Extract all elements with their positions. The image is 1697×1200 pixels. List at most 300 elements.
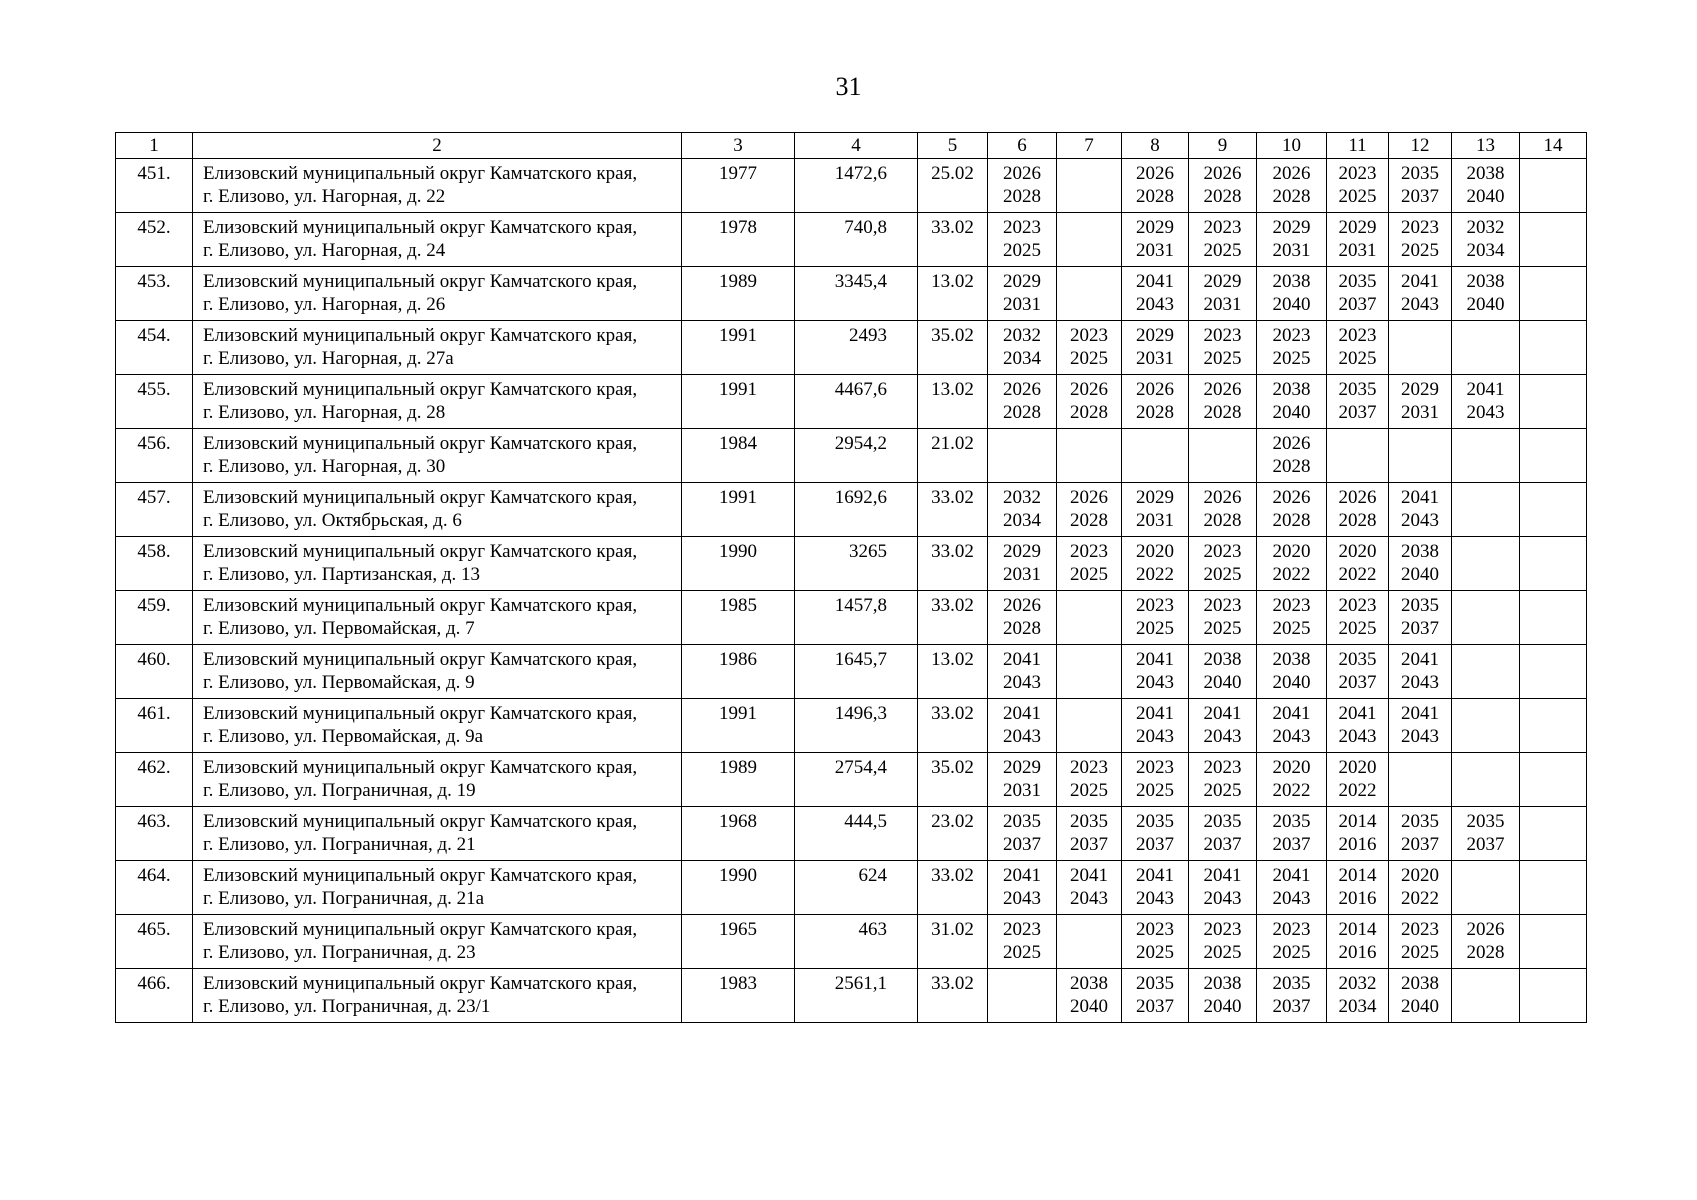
period-start: 2041: [1136, 865, 1174, 886]
period-cell-10: [1257, 375, 1327, 429]
period-end: 2022: [1272, 564, 1311, 585]
period-start: 2032: [1003, 325, 1041, 346]
address-line-2: г. Елизово, ул. Нагорная, д. 22: [203, 186, 446, 207]
period-cell-10: [1257, 213, 1327, 267]
period-end: 2031: [1136, 240, 1174, 261]
period-cell-12: [1389, 213, 1452, 267]
address-line-2: г. Елизово, ул. Нагорная, д. 28: [203, 402, 446, 423]
period-start: 2020: [1401, 865, 1439, 886]
period-cell-7: [1057, 537, 1122, 591]
period-start: 2026: [1272, 163, 1311, 184]
period-start: 2041: [1401, 649, 1439, 670]
row-number: 465.: [116, 915, 193, 969]
table-body: [116, 159, 1587, 1023]
period-start: 2023: [1401, 919, 1439, 940]
period-start: 2023: [1136, 757, 1174, 778]
period-cell-10: [1257, 753, 1327, 807]
period-end: 2022: [1401, 888, 1439, 909]
period-end: 2037: [1003, 834, 1041, 855]
period-end: 2034: [1338, 996, 1377, 1017]
period-cell-10: [1257, 267, 1327, 321]
period-start: 2014: [1338, 919, 1377, 940]
period-start: 2029: [1003, 757, 1041, 778]
address-line-2: г. Елизово, ул. Партизанская, д. 13: [203, 564, 480, 585]
period-end: 2028: [1272, 186, 1311, 207]
period-end: 2028: [1203, 186, 1242, 207]
period-cell-13: [1452, 375, 1520, 429]
period-cell-9: [1189, 483, 1257, 537]
period-start: 2023: [1272, 919, 1311, 940]
row-number: 458.: [116, 537, 193, 591]
period-cell-6: [988, 645, 1057, 699]
period-end: 2025: [1401, 942, 1439, 963]
period-start: 2023: [1136, 595, 1174, 616]
period-cell-11: [1327, 591, 1389, 645]
period-cell-12: [1389, 267, 1452, 321]
period-cell-10: [1257, 699, 1327, 753]
period-start: 2038: [1466, 271, 1505, 292]
period-start: 2035: [1338, 271, 1377, 292]
period-cell-13: [1452, 915, 1520, 969]
period-end: 2028: [1003, 402, 1041, 423]
address-line-2: г. Елизово, ул. Пограничная, д. 21: [203, 834, 476, 855]
table-row: [116, 591, 1587, 645]
table-row: [116, 375, 1587, 429]
period-cell-9: [1189, 861, 1257, 915]
period-cell-9: [1189, 699, 1257, 753]
period-cell-13: [1452, 861, 1520, 915]
period-start: 2023: [1272, 595, 1311, 616]
period-cell-10: [1257, 321, 1327, 375]
address-cell: [193, 537, 682, 591]
build-year: 1991: [682, 699, 795, 753]
period-start: 2023: [1338, 595, 1377, 616]
period-end: 2043: [1136, 672, 1174, 693]
period-cell-14: [1520, 213, 1587, 267]
period-start: 2023: [1401, 217, 1439, 238]
period-start: 2038: [1272, 379, 1311, 400]
period-end: 2022: [1338, 780, 1377, 801]
address-cell: [193, 375, 682, 429]
period-cell-11: [1327, 807, 1389, 861]
period-cell-6: [988, 159, 1057, 213]
period-cell-8: [1122, 753, 1189, 807]
period-end: 2043: [1003, 726, 1041, 747]
period-start: 2032: [1003, 487, 1041, 508]
period-end: 2043: [1136, 726, 1174, 747]
table-row: [116, 159, 1587, 213]
type-code: 33.02: [918, 213, 988, 267]
period-start: 2020: [1272, 757, 1311, 778]
table-row: [116, 321, 1587, 375]
period-start: 2026: [1272, 433, 1311, 454]
period-cell-6: [988, 591, 1057, 645]
address-cell: [193, 645, 682, 699]
period-start: 2038: [1203, 649, 1242, 670]
address-cell: [193, 915, 682, 969]
period-cell-9: [1189, 159, 1257, 213]
address-cell: [193, 267, 682, 321]
address-line-2: г. Елизово, ул. Нагорная, д. 24: [203, 240, 446, 261]
table-row: [116, 429, 1587, 483]
period-end: 2037: [1070, 834, 1108, 855]
row-number: 456.: [116, 429, 193, 483]
period-end: 2016: [1338, 834, 1377, 855]
period-start: 2029: [1401, 379, 1439, 400]
period-end: 2025: [1203, 942, 1242, 963]
period-start: 2026: [1203, 163, 1242, 184]
address-cell: [193, 213, 682, 267]
period-end: 2028: [1070, 402, 1108, 423]
period-end: 2034: [1466, 240, 1505, 261]
period-cell-8: [1122, 159, 1189, 213]
period-end: 2031: [1003, 780, 1041, 801]
address-line-1: Елизовский муниципальный округ Камчатского края,: [203, 433, 638, 454]
address-cell: [193, 483, 682, 537]
period-end: 2025: [1070, 780, 1108, 801]
type-code: 13.02: [918, 645, 988, 699]
type-code: 33.02: [918, 699, 988, 753]
period-cell-9: [1189, 969, 1257, 1023]
type-code: 21.02: [918, 429, 988, 483]
period-cell-13: [1452, 483, 1520, 537]
build-year: 1977: [682, 159, 795, 213]
column-header-4: 4: [795, 133, 918, 159]
area-value: 2954,2: [795, 429, 918, 483]
period-cell-8: [1122, 591, 1189, 645]
period-cell-11: [1327, 699, 1389, 753]
period-cell-11: [1327, 375, 1389, 429]
period-start: 2023: [1203, 325, 1242, 346]
period-start: 2035: [1136, 973, 1174, 994]
period-cell-13: [1452, 213, 1520, 267]
build-year: 1989: [682, 753, 795, 807]
period-end: 2040: [1401, 564, 1439, 585]
period-start: 2029: [1203, 271, 1242, 292]
period-cell-14: [1520, 591, 1587, 645]
period-start: 2023: [1003, 217, 1041, 238]
type-code: 23.02: [918, 807, 988, 861]
period-end: 2028: [1070, 510, 1108, 531]
column-header-9: 9: [1189, 133, 1257, 159]
period-cell-8: [1122, 375, 1189, 429]
period-start: 2038: [1203, 973, 1242, 994]
period-cell-8: [1122, 861, 1189, 915]
period-start: 2023: [1203, 217, 1242, 238]
period-cell-7: [1057, 645, 1122, 699]
period-start: 2041: [1136, 271, 1174, 292]
period-end: 2022: [1136, 564, 1174, 585]
period-end: 2031: [1136, 348, 1174, 369]
period-cell-13: [1452, 591, 1520, 645]
period-cell-9: [1189, 591, 1257, 645]
period-cell-8: [1122, 915, 1189, 969]
period-cell-9: [1189, 645, 1257, 699]
period-end: 2043: [1401, 672, 1439, 693]
period-end: 2031: [1136, 510, 1174, 531]
period-start: 2026: [1070, 379, 1108, 400]
period-cell-8: [1122, 645, 1189, 699]
period-cell-9: [1189, 429, 1257, 483]
build-year: 1991: [682, 375, 795, 429]
period-start: 2035: [1272, 973, 1311, 994]
period-end: 2028: [1466, 942, 1505, 963]
area-value: 1645,7: [795, 645, 918, 699]
period-start: 2035: [1338, 649, 1377, 670]
column-header-2: 2: [193, 133, 682, 159]
type-code: 13.02: [918, 267, 988, 321]
row-number: 461.: [116, 699, 193, 753]
period-start: 2041: [1401, 703, 1439, 724]
period-cell-13: [1452, 429, 1520, 483]
period-cell-10: [1257, 429, 1327, 483]
period-cell-11: [1327, 861, 1389, 915]
row-number: 463.: [116, 807, 193, 861]
area-value: 1457,8: [795, 591, 918, 645]
period-cell-11: [1327, 753, 1389, 807]
period-cell-12: [1389, 483, 1452, 537]
period-cell-7: [1057, 969, 1122, 1023]
period-cell-10: [1257, 645, 1327, 699]
period-cell-7: [1057, 807, 1122, 861]
area-value: 2754,4: [795, 753, 918, 807]
table-row: [116, 537, 1587, 591]
period-cell-6: [988, 915, 1057, 969]
row-number: 455.: [116, 375, 193, 429]
period-end: 2025: [1136, 780, 1174, 801]
area-value: 624: [795, 861, 918, 915]
period-end: 2031: [1338, 240, 1377, 261]
area-value: 3265: [795, 537, 918, 591]
period-cell-11: [1327, 645, 1389, 699]
period-end: 2037: [1272, 996, 1311, 1017]
period-end: 2031: [1272, 240, 1311, 261]
period-end: 2025: [1272, 942, 1311, 963]
build-year: 1991: [682, 321, 795, 375]
period-start: 2038: [1272, 271, 1311, 292]
address-cell: [193, 591, 682, 645]
row-number: 451.: [116, 159, 193, 213]
address-cell: [193, 861, 682, 915]
period-cell-6: [988, 807, 1057, 861]
period-start: 2038: [1466, 163, 1505, 184]
period-end: 2043: [1272, 726, 1311, 747]
type-code: 33.02: [918, 537, 988, 591]
column-header-11: 11: [1327, 133, 1389, 159]
period-end: 2025: [1203, 348, 1242, 369]
period-end: 2025: [1136, 942, 1174, 963]
period-start: 2020: [1338, 541, 1377, 562]
period-cell-9: [1189, 267, 1257, 321]
period-end: 2022: [1338, 564, 1377, 585]
period-end: 2037: [1466, 834, 1505, 855]
period-start: 2041: [1003, 865, 1041, 886]
period-end: 2043: [1203, 888, 1242, 909]
period-end: 2034: [1003, 510, 1041, 531]
area-value: 2561,1: [795, 969, 918, 1023]
period-start: 2038: [1401, 973, 1439, 994]
address-line-2: г. Елизово, ул. Нагорная, д. 30: [203, 456, 446, 477]
period-start: 2020: [1136, 541, 1174, 562]
period-cell-14: [1520, 807, 1587, 861]
period-end: 2040: [1272, 294, 1311, 315]
period-start: 2029: [1136, 487, 1174, 508]
column-header-8: 8: [1122, 133, 1189, 159]
period-cell-8: [1122, 429, 1189, 483]
period-cell-12: [1389, 159, 1452, 213]
period-cell-10: [1257, 159, 1327, 213]
row-number: 453.: [116, 267, 193, 321]
period-start: 2020: [1338, 757, 1377, 778]
address-cell: [193, 807, 682, 861]
period-start: 2041: [1003, 649, 1041, 670]
period-cell-11: [1327, 483, 1389, 537]
period-end: 2028: [1003, 186, 1041, 207]
period-cell-12: [1389, 645, 1452, 699]
period-end: 2028: [1003, 618, 1041, 639]
period-end: 2043: [1136, 888, 1174, 909]
period-cell-6: [988, 753, 1057, 807]
period-start: 2032: [1338, 973, 1377, 994]
period-end: 2043: [1338, 726, 1377, 747]
column-header-14: 14: [1520, 133, 1587, 159]
row-number: 452.: [116, 213, 193, 267]
period-end: 2037: [1203, 834, 1242, 855]
period-end: 2028: [1272, 456, 1311, 477]
period-end: 2043: [1401, 510, 1439, 531]
period-end: 2028: [1272, 510, 1311, 531]
period-end: 2031: [1003, 294, 1041, 315]
period-start: 2038: [1272, 649, 1311, 670]
area-value: 444,5: [795, 807, 918, 861]
period-end: 2025: [1070, 564, 1108, 585]
period-cell-12: [1389, 429, 1452, 483]
address-cell: [193, 159, 682, 213]
period-start: 2035: [1070, 811, 1108, 832]
period-start: 2038: [1070, 973, 1108, 994]
period-start: 2041: [1003, 703, 1041, 724]
period-cell-8: [1122, 483, 1189, 537]
period-end: 2028: [1203, 510, 1242, 531]
address-line-2: г. Елизово, ул. Первомайская, д. 9а: [203, 726, 484, 747]
period-start: 2041: [1136, 649, 1174, 670]
type-code: 35.02: [918, 321, 988, 375]
period-cell-12: [1389, 969, 1452, 1023]
period-end: 2028: [1136, 402, 1174, 423]
period-end: 2043: [1203, 726, 1242, 747]
period-start: 2029: [1136, 217, 1174, 238]
period-end: 2028: [1338, 510, 1377, 531]
period-cell-14: [1520, 753, 1587, 807]
period-start: 2041: [1272, 703, 1311, 724]
period-end: 2037: [1338, 294, 1377, 315]
period-cell-10: [1257, 969, 1327, 1023]
page-number: 31: [835, 72, 862, 101]
row-number: 462.: [116, 753, 193, 807]
period-cell-7: [1057, 915, 1122, 969]
period-cell-9: [1189, 537, 1257, 591]
address-line-2: г. Елизово, ул. Пограничная, д. 21а: [203, 888, 485, 909]
period-cell-13: [1452, 753, 1520, 807]
period-start: 2041: [1466, 379, 1505, 400]
period-end: 2037: [1401, 618, 1439, 639]
period-cell-14: [1520, 159, 1587, 213]
build-year: 1985: [682, 591, 795, 645]
period-cell-7: [1057, 213, 1122, 267]
period-cell-6: [988, 429, 1057, 483]
address-cell: [193, 429, 682, 483]
period-start: 2035: [1401, 595, 1439, 616]
address-line-1: Елизовский муниципальный округ Камчатского края,: [203, 487, 638, 508]
period-start: 2023: [1003, 919, 1041, 940]
period-cell-14: [1520, 861, 1587, 915]
period-cell-8: [1122, 969, 1189, 1023]
period-start: 2023: [1338, 325, 1377, 346]
period-cell-7: [1057, 321, 1122, 375]
period-cell-12: [1389, 375, 1452, 429]
period-start: 2023: [1136, 919, 1174, 940]
period-end: 2043: [1401, 726, 1439, 747]
period-start: 2041: [1203, 703, 1242, 724]
period-start: 2035: [1136, 811, 1174, 832]
period-cell-6: [988, 213, 1057, 267]
period-end: 2037: [1401, 186, 1439, 207]
period-end: 2025: [1272, 618, 1311, 639]
period-start: 2026: [1003, 595, 1041, 616]
address-line-2: г. Елизово, ул. Пограничная, д. 23/1: [203, 996, 491, 1017]
period-cell-8: [1122, 267, 1189, 321]
period-cell-7: [1057, 483, 1122, 537]
period-cell-11: [1327, 213, 1389, 267]
period-cell-11: [1327, 537, 1389, 591]
period-cell-13: [1452, 321, 1520, 375]
period-end: 2025: [1003, 240, 1041, 261]
period-start: 2023: [1070, 757, 1108, 778]
period-cell-12: [1389, 591, 1452, 645]
period-start: 2020: [1272, 541, 1311, 562]
column-number-row: [116, 133, 1587, 159]
period-start: 2026: [1070, 487, 1108, 508]
build-year: 1990: [682, 861, 795, 915]
period-cell-10: [1257, 591, 1327, 645]
period-cell-14: [1520, 645, 1587, 699]
period-cell-6: [988, 483, 1057, 537]
period-cell-14: [1520, 483, 1587, 537]
column-header-1: 1: [116, 133, 193, 159]
period-end: 2031: [1003, 564, 1041, 585]
address-cell: [193, 969, 682, 1023]
period-cell-7: [1057, 375, 1122, 429]
period-cell-10: [1257, 915, 1327, 969]
address-line-1: Елизовский муниципальный округ Камчатского края,: [203, 865, 638, 886]
period-cell-10: [1257, 807, 1327, 861]
address-line-2: г. Елизово, ул. Нагорная, д. 27а: [203, 348, 454, 369]
build-year: 1989: [682, 267, 795, 321]
period-cell-7: [1057, 159, 1122, 213]
address-line-1: Елизовский муниципальный округ Камчатского края,: [203, 703, 638, 724]
period-end: 2040: [1466, 294, 1505, 315]
period-start: 2041: [1272, 865, 1311, 886]
housing-table: [115, 132, 1587, 1023]
column-header-3: 3: [682, 133, 795, 159]
period-start: 2035: [1003, 811, 1041, 832]
period-cell-14: [1520, 699, 1587, 753]
address-line-1: Елизовский муниципальный округ Камчатского края,: [203, 163, 638, 184]
period-cell-12: [1389, 807, 1452, 861]
period-end: 2022: [1272, 780, 1311, 801]
build-year: 1978: [682, 213, 795, 267]
period-cell-14: [1520, 429, 1587, 483]
